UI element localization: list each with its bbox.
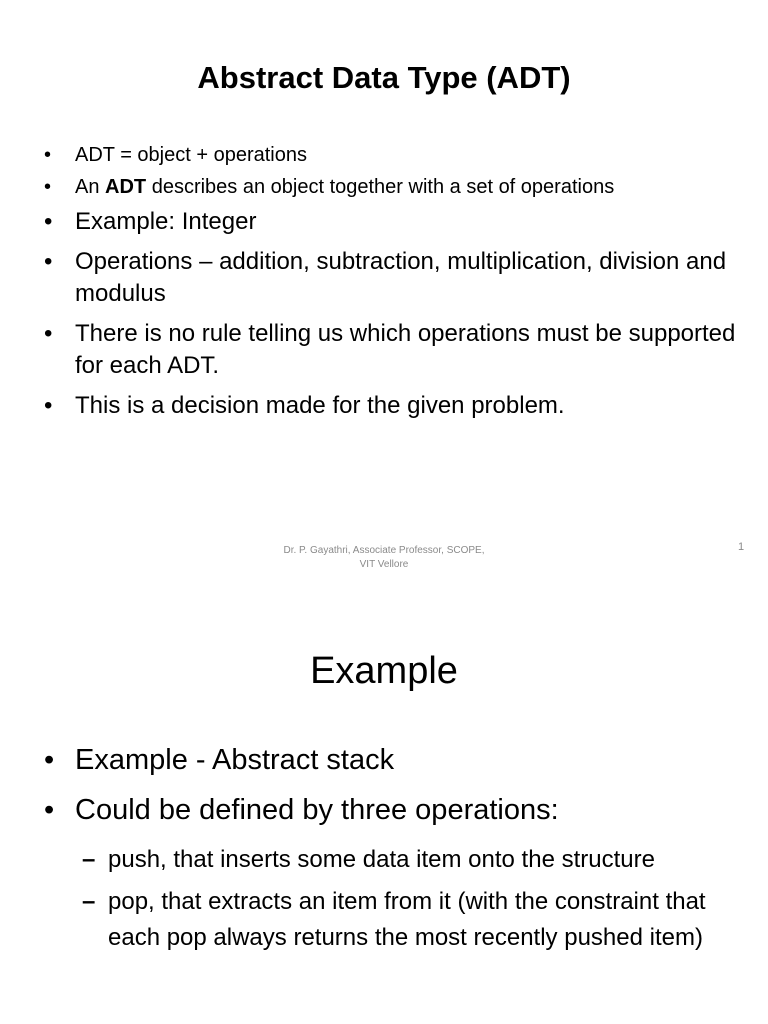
list-item [44,318,744,382]
bullet-text-bold: ADT [105,176,147,198]
bullet-text: Could be defined by three operations: [75,794,559,826]
dash-icon: – [82,888,96,915]
bullet-icon: • [44,794,55,826]
bullet-icon: • [44,208,53,235]
sub-list-item [44,842,744,878]
page-number: 1 [738,541,745,553]
footer-institution: VIT Vellore [359,559,409,570]
sub-bullet-text: pop, that extracts an item from it (with the constraint that each pop always returns the most recently pushed item) [108,888,706,951]
bullet-icon: • [44,176,52,198]
sub-bullet-text: push, that inserts some data item onto the structure [108,846,655,873]
bullet-icon: • [44,744,55,776]
slide-1-bullet-list [44,142,744,430]
bullet-icon: • [44,392,53,419]
bullet-icon: • [44,144,52,166]
slide-1-title: Abstract Data Type (ADT) [197,60,571,95]
slide-2-title: Example [310,650,458,692]
bullet-text: Example: Integer [75,208,257,235]
list-item [44,246,744,310]
bullet-text-post: describes an object together with a set of operations [146,176,615,198]
list-item [44,142,744,169]
list-item [44,792,744,828]
list-item [44,174,744,201]
list-item [44,742,744,778]
sub-list-item [44,884,744,956]
slide-footer [184,544,584,572]
bullet-text: Example - Abstract stack [75,744,395,776]
bullet-text: There is no rule telling us which operations must be supported for each ADT. [75,320,736,379]
slide-2 [0,586,768,1024]
list-item [44,206,744,238]
bullet-icon: • [44,320,53,347]
bullet-text: ADT = object + operations [75,144,307,166]
bullet-text-pre: An [75,176,106,198]
bullet-text: This is a decision made for the given problem. [75,392,565,419]
bullet-icon: • [44,248,53,275]
bullet-text: Operations – addition, subtraction, multiplication, division and modulus [75,248,727,307]
dash-icon: – [82,846,96,873]
footer-author: Dr. P. Gayathri, Associate Professor, SCOPE, [283,545,485,556]
list-item [44,390,744,422]
slide-2-bullet-list [44,742,744,962]
